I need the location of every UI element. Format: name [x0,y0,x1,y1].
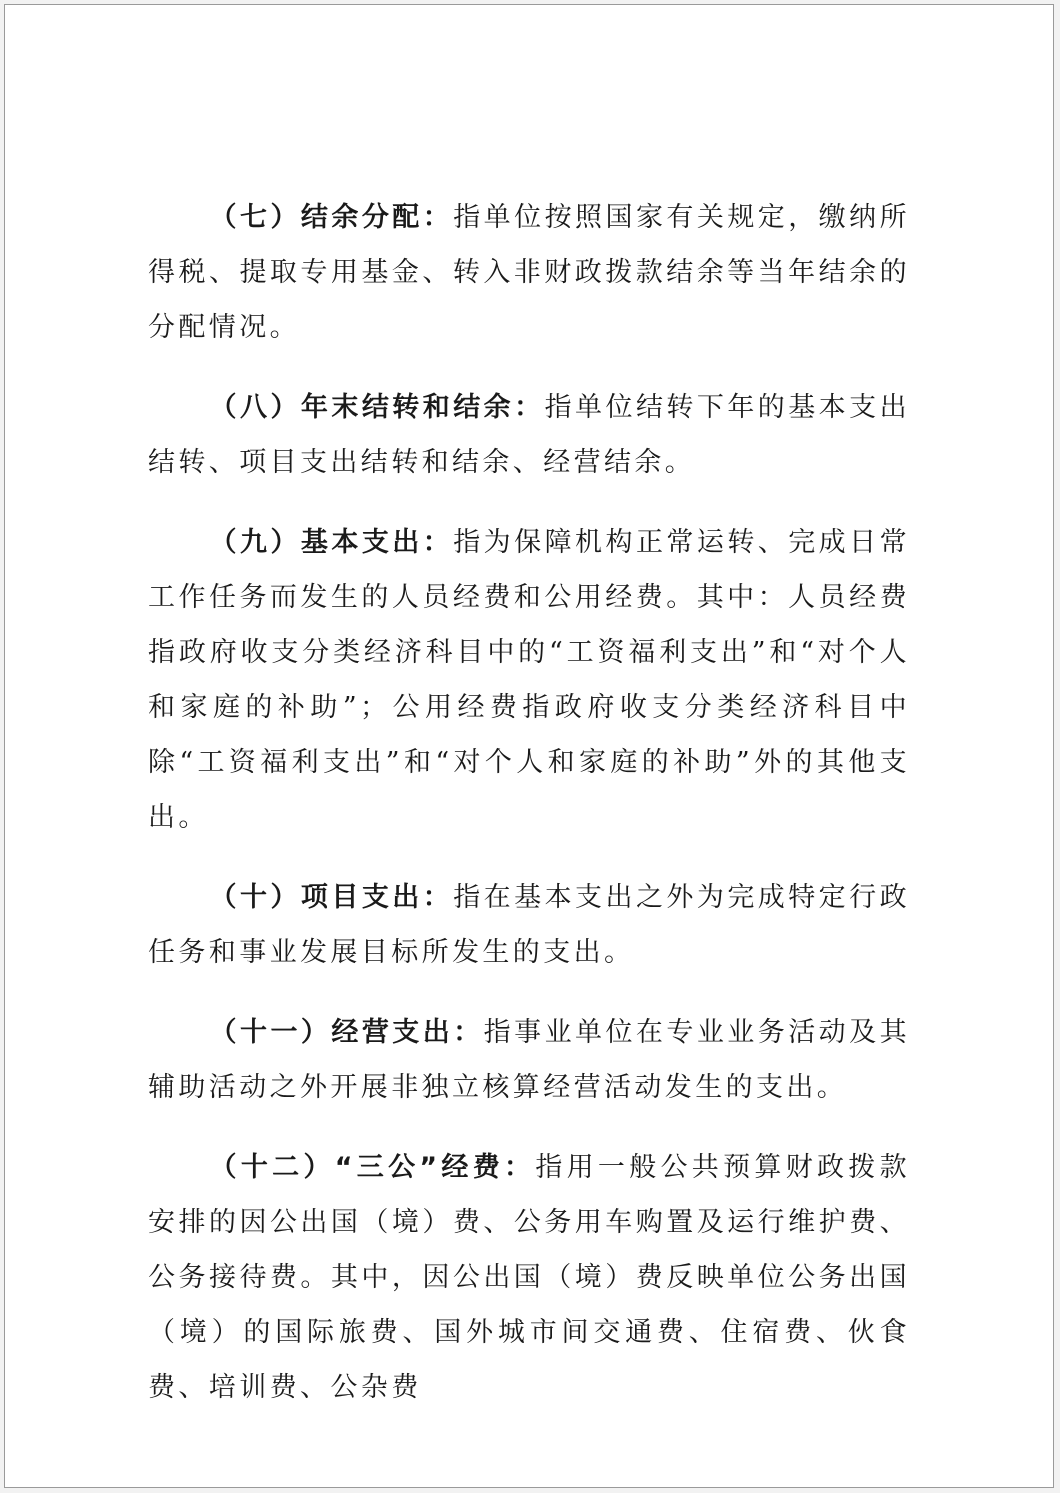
term-heading: （八）年末结转和结余： [209,392,545,423]
term-definition: 指事业单位在专业业务活动及其辅助活动之外开展非独立核算经营活动发生的支出。 [148,1017,910,1103]
term-definition: 指单位结转下年的基本支出结转、项目支出结转和结余、经营结余。 [148,392,910,478]
term-heading: （十一）经营支出： [209,1017,484,1048]
paragraph-three-public-expenses [148,1140,910,1415]
paragraph-surplus-distribution [148,190,910,355]
paragraph-operating-expenditure [148,1005,910,1115]
term-definition: 指在基本支出之外为完成特定行政任务和事业发展目标所发生的支出。 [148,882,910,968]
term-heading: （九）基本支出： [209,527,454,558]
term-heading: （十二）“三公”经费： [209,1152,536,1183]
paragraph-project-expenditure [148,870,910,980]
term-heading: （十）项目支出： [209,882,454,913]
term-definition: 指用一般公共预算财政拨款安排的因公出国（境）费、公务用车购置及运行维护费、公务接待费。其中，因公出国（境）费反映单位公务出国（境）的国际旅费、国外城市间交通费、住宿费、伙食费、培训费、公杂费 [148,1152,910,1403]
term-definition: 指单位按照国家有关规定，缴纳所得税、提取专用基金、转入非财政拨款结余等当年结余的分配情况。 [148,202,910,343]
document-body [148,190,910,1440]
paragraph-basic-expenditure [148,515,910,845]
term-heading: （七）结余分配： [209,202,454,233]
term-definition: 指为保障机构正常运转、完成日常工作任务而发生的人员经费和公用经费。其中：人员经费指政府收支分类经济科目中的“工资福利支出”和“对个人和家庭的补助”；公用经费指政府收支分类经济科目中除“工资福利支出”和“对个人和家庭的补助”外的其他支出。 [148,527,910,833]
paragraph-year-end-carryover [148,380,910,490]
